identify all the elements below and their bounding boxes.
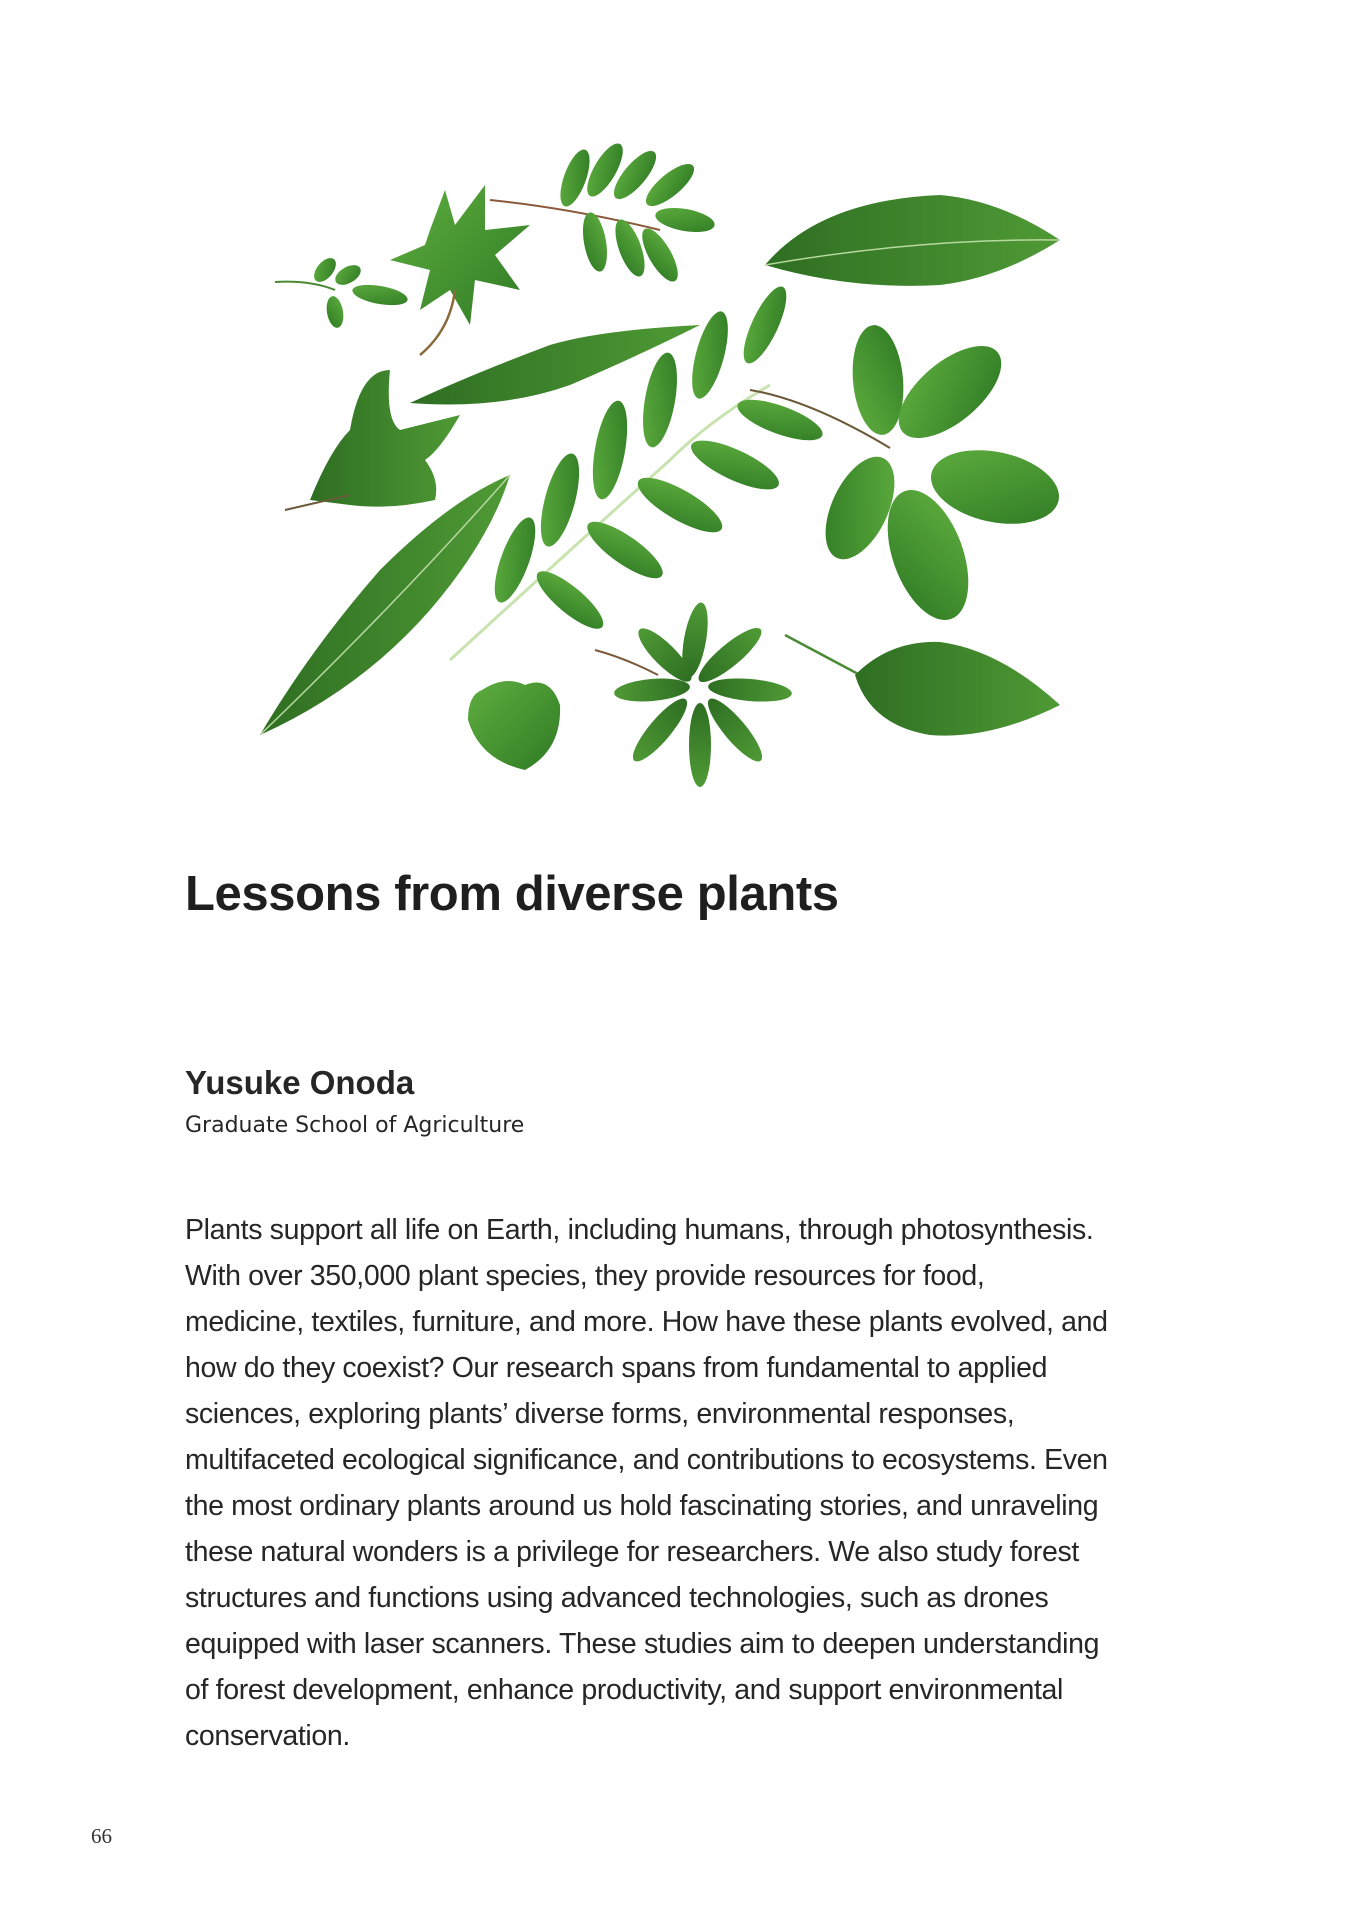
palmate-maple-leaf [595,601,793,787]
body-line: how do they coexist? Our research spans from fundamental to applied [185,1352,1048,1384]
body-line: of forest development, enhance productivity, and support environmental [185,1674,1064,1706]
body-line: equipped with laser scanners. These studies aim to deepen understanding [185,1628,1100,1660]
author-name: Yusuke Onoda [185,1064,415,1101]
body-line: medicine, textiles, furniture, and more. How have these plants evolved, and [185,1306,1108,1338]
heart-shaped-leaf [468,681,560,770]
pinnate-compound-leaf-top [490,139,716,287]
leaf-collage-illustration [240,130,1120,810]
palmate-compound-leaf [750,323,1066,631]
article-body [185,1207,1195,1759]
body-line: these natural wonders is a privilege for researchers. We also study forest [185,1536,1079,1568]
article-title: Lessons from diverse plants [185,867,839,921]
chestnut-leaf [260,475,510,735]
body-line: sciences, exploring plants’ diverse forms, environmental responses, [185,1398,1015,1430]
maple-leaf [390,185,530,355]
body-line: With over 350,000 plant species, they provide resources for food, [185,1260,985,1292]
body-line: Plants support all life on Earth, including humans, through photosynthesis. [185,1214,1094,1246]
author-affiliation: Graduate School of Agriculture [185,1113,525,1138]
body-line: the most ordinary plants around us hold fascinating stories, and unraveling [185,1490,1099,1522]
body-line: multifaceted ecological significance, and contributions to ecosystems. Even [185,1444,1108,1476]
lobed-leaf [285,370,460,510]
small-trifoliate-leaf [275,254,409,329]
serrated-elm-leaf [765,195,1060,286]
body-line: structures and functions using advanced technologies, such as drones [185,1582,1049,1614]
ovate-leaf [785,635,1060,736]
body-line: conservation. [185,1720,350,1752]
page-number: 66 [91,1824,112,1848]
